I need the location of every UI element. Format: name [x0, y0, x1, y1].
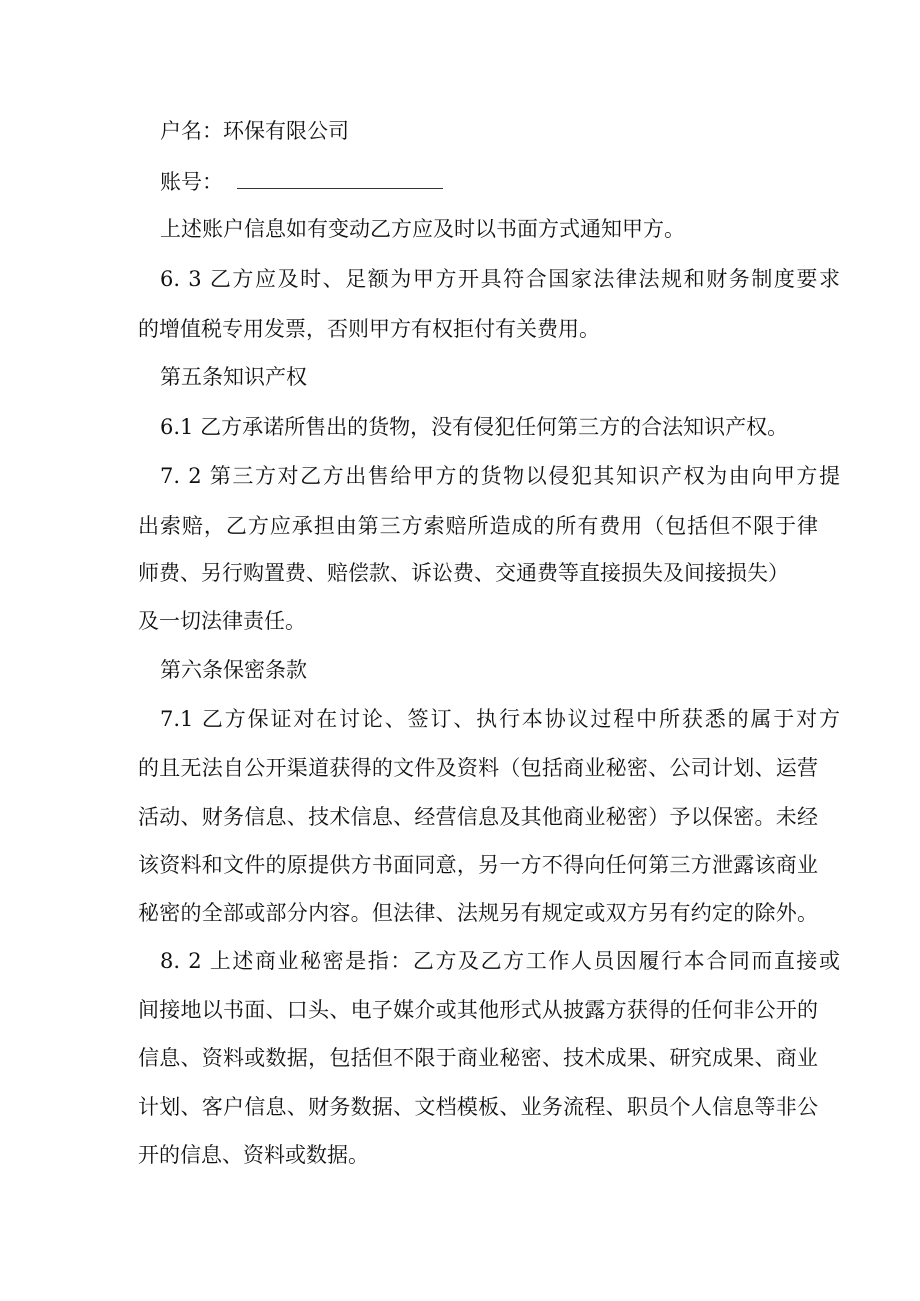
- section-heading-confidentiality: 第六条保密条款: [160, 658, 307, 682]
- clause-7-2-line-4: 及一切法律责任。: [138, 609, 306, 633]
- account-name-value: 环保有限公司: [223, 119, 349, 143]
- clause-7-1-line-5: 秘密的全部或部分内容。但法律、法规另有规定或双方另有约定的除外。: [138, 901, 818, 925]
- clause-6-1-line: 6.1 乙方承诺所售出的货物，没有侵犯任何第三方的合法知识产权。: [160, 415, 789, 439]
- clause-6-3-line-2: 的增值税专用发票，否则甲方有权拒付有关费用。: [138, 317, 600, 341]
- clause-7-1-line-1: 7.1 乙方保证对在讨论、签订、执行本协议过程中所获悉的属于对方: [160, 707, 840, 731]
- clause-8-2-line-5: 开的信息、资料或数据。: [138, 1143, 369, 1167]
- account-number-label: 账号：: [160, 170, 223, 194]
- notice-line: 上述账户信息如有变动乙方应及时以书面方式通知甲方。: [160, 217, 685, 241]
- account-name-line: [160, 116, 349, 146]
- clause-8-2-line-1: 8. 2 上述商业秘密是指：乙方及乙方工作人员因履行本合同而直接或: [160, 949, 840, 973]
- account-number-blank: [237, 170, 443, 189]
- account-name-label: 户名：: [160, 119, 223, 143]
- clause-8-2-line-2: 间接地以书面、口头、电子媒介或其他形式从披露方获得的任何非公开的: [138, 998, 818, 1022]
- clause-7-1-line-4: 该资料和文件的原提供方书面同意，另一方不得向任何第三方泄露该商业: [138, 853, 818, 877]
- clause-7-2-line-1: 7. 2 第三方对乙方出售给甲方的货物以侵犯其知识产权为由向甲方提: [160, 464, 840, 488]
- clause-7-2-line-2: 出索赔，乙方应承担由第三方索赔所造成的所有费用（包括但不限于律: [138, 514, 818, 538]
- account-number-line: [160, 167, 443, 197]
- clause-7-1-line-2: 的且无法自公开渠道获得的文件及资料（包括商业秘密、公司计划、运营: [138, 756, 818, 780]
- section-heading-ip: 第五条知识产权: [160, 365, 307, 389]
- clause-6-3-line-1: 6. 3 乙方应及时、足额为甲方开具符合国家法律法规和财务制度要求: [160, 267, 840, 291]
- clause-7-1-line-3: 活动、财务信息、技术信息、经营信息及其他商业秘密）予以保密。未经: [138, 805, 818, 829]
- clause-7-2-line-3: 师费、另行购置费、赔偿款、诉讼费、交通费等直接损失及间接损失）: [138, 561, 789, 585]
- clause-8-2-line-3: 信息、资料或数据，包括但不限于商业秘密、技术成果、研究成果、商业: [138, 1046, 818, 1070]
- clause-8-2-line-4: 计划、客户信息、财务数据、文档模板、业务流程、职员个人信息等非公: [138, 1095, 818, 1119]
